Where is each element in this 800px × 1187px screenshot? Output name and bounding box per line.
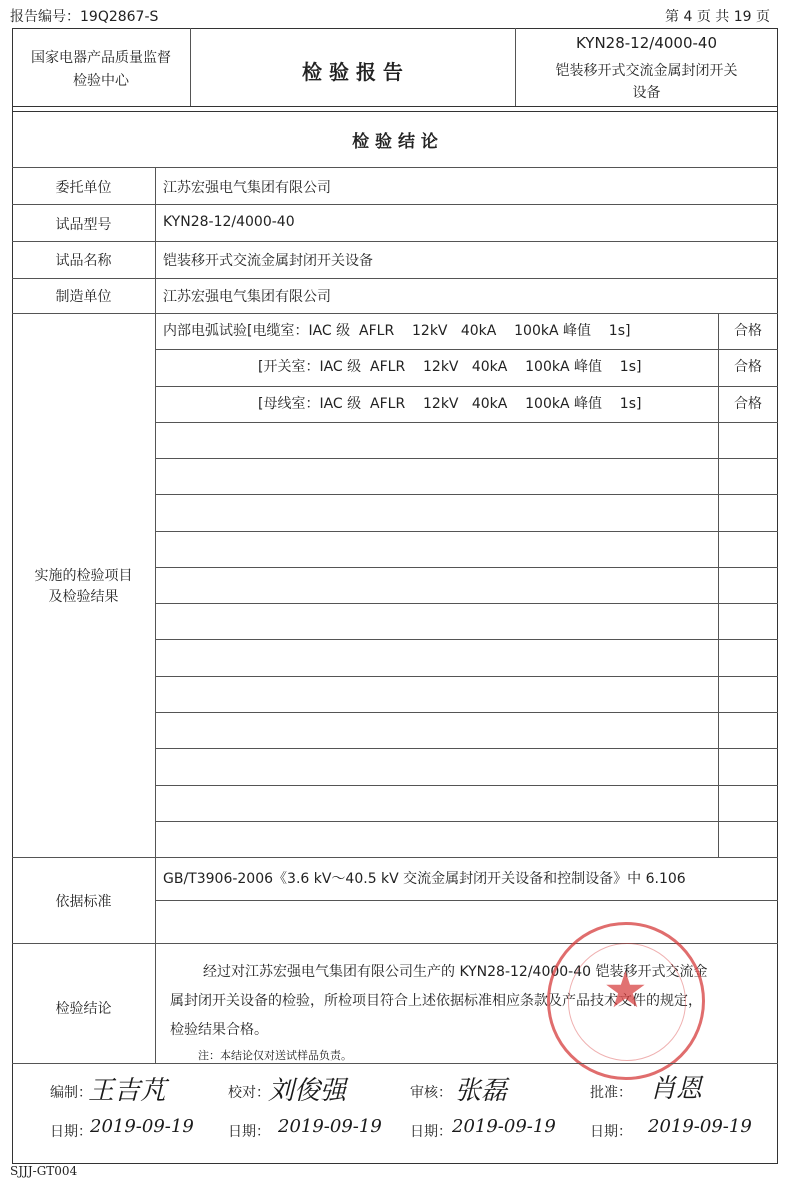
grid-row-line	[155, 676, 778, 677]
divider	[12, 111, 778, 112]
divider	[155, 900, 778, 901]
approved-label: 批准：	[590, 1085, 632, 1101]
divider	[12, 241, 778, 242]
page-indicator: 第 4 页 共 19 页	[665, 9, 770, 25]
official-seal: ★	[547, 922, 705, 1080]
model-value: KYN28-12/4000-40	[163, 214, 295, 230]
standard-label: 依据标准	[55, 894, 112, 910]
test-result: 合格	[734, 359, 762, 375]
product-name-line2: 设备	[632, 85, 661, 101]
sample-name-label: 试品名称	[55, 253, 112, 269]
divider	[12, 204, 778, 205]
model-label: 试品型号	[55, 217, 112, 233]
manufacturer-value: 江苏宏强电气集团有限公司	[163, 289, 331, 305]
grid-row-line	[155, 494, 778, 495]
grid-row-line	[155, 386, 778, 387]
reviewed-date: 2019-09-19	[452, 1116, 556, 1137]
date-label: 日期：	[410, 1124, 452, 1140]
divider	[12, 857, 778, 858]
divider	[12, 313, 778, 314]
checked-signature: 刘俊强	[268, 1076, 347, 1106]
test-result: 合格	[734, 323, 762, 339]
test-item: [母线室：IAC 级 AFLR 12kV 40kA 100kA 峰值 1s]	[258, 396, 642, 412]
grid-row-line	[155, 422, 778, 423]
test-item: 内部电弧试验[电缆室：IAC 级 AFLR 12kV 40kA 100kA 峰值 1s]	[163, 323, 631, 339]
grid-row-line	[155, 567, 778, 568]
compiled-label: 编制：	[50, 1085, 92, 1101]
grid-row-line	[155, 821, 778, 822]
divider	[12, 278, 778, 279]
compiled-date: 2019-09-19	[90, 1116, 194, 1137]
reviewed-label: 审核：	[410, 1085, 452, 1101]
reviewed-signature: 张磊	[455, 1076, 508, 1106]
approved-signature: 肖恩	[650, 1074, 703, 1104]
date-label: 日期：	[590, 1124, 632, 1140]
divider	[12, 1063, 778, 1064]
manufacturer-label: 制造单位	[55, 289, 112, 305]
sample-name-value: 铠装移开式交流金属封闭开关设备	[163, 253, 373, 269]
org-name-line2: 检验中心	[73, 73, 129, 89]
document-title: 检 验 报 告	[302, 60, 403, 84]
grid-row-line	[155, 639, 778, 640]
grid-row-line	[155, 349, 778, 350]
test-result: 合格	[734, 396, 762, 412]
checked-date: 2019-09-19	[278, 1116, 382, 1137]
grid-row-line	[155, 712, 778, 713]
grid-row-line	[155, 785, 778, 786]
client-value: 江苏宏强电气集团有限公司	[163, 180, 331, 196]
conclusion-line3: 检验结果合格。	[170, 1022, 268, 1038]
date-label: 日期：	[228, 1124, 270, 1140]
approved-date: 2019-09-19	[648, 1116, 752, 1137]
product-model: KYN28-12/4000-40	[576, 34, 717, 52]
grid-row-line	[155, 603, 778, 604]
compiled-signature: 王吉芃	[88, 1076, 167, 1106]
grid-row-line	[155, 748, 778, 749]
divider	[12, 106, 778, 107]
conclusion-note: 注：本结论仅对送试样品负责。	[198, 1049, 352, 1062]
tests-label-line2: 及检验结果	[48, 589, 119, 605]
divider	[155, 167, 156, 1063]
tests-label-line1: 实施的检验项目	[34, 568, 133, 584]
product-name-line1: 铠装移开式交流金属封闭开关	[555, 63, 738, 79]
grid-row-line	[155, 531, 778, 532]
section-title: 检 验 结 论	[352, 132, 438, 152]
checked-label: 校对：	[228, 1085, 270, 1101]
standard-value: GB/T3906-2006《3.6 kV～40.5 kV 交流金属封闭开关设备和控制设备》中 6.106	[163, 871, 686, 887]
conclusion-label: 检验结论	[55, 1001, 112, 1017]
date-label: 日期：	[50, 1124, 92, 1140]
conclusion-line1: 经过对江苏宏强电气集团有限公司生产的 KYN28-12/4000-40 铠装移开式交流金	[203, 964, 708, 980]
divider	[12, 167, 778, 168]
report-number: 报告编号：19Q2867-S	[10, 9, 159, 25]
grid-row-line	[155, 458, 778, 459]
conclusion-line2: 属封闭开关设备的检验，所检项目符合上述依据标准相应条款及产品技术文件的规定，	[170, 993, 702, 1009]
test-item: [开关室：IAC 级 AFLR 12kV 40kA 100kA 峰值 1s]	[258, 359, 642, 375]
client-label: 委托单位	[55, 180, 112, 196]
org-name-line1: 国家电器产品质量监督	[31, 50, 171, 66]
form-code: SJJJ-GT004	[10, 1164, 78, 1178]
